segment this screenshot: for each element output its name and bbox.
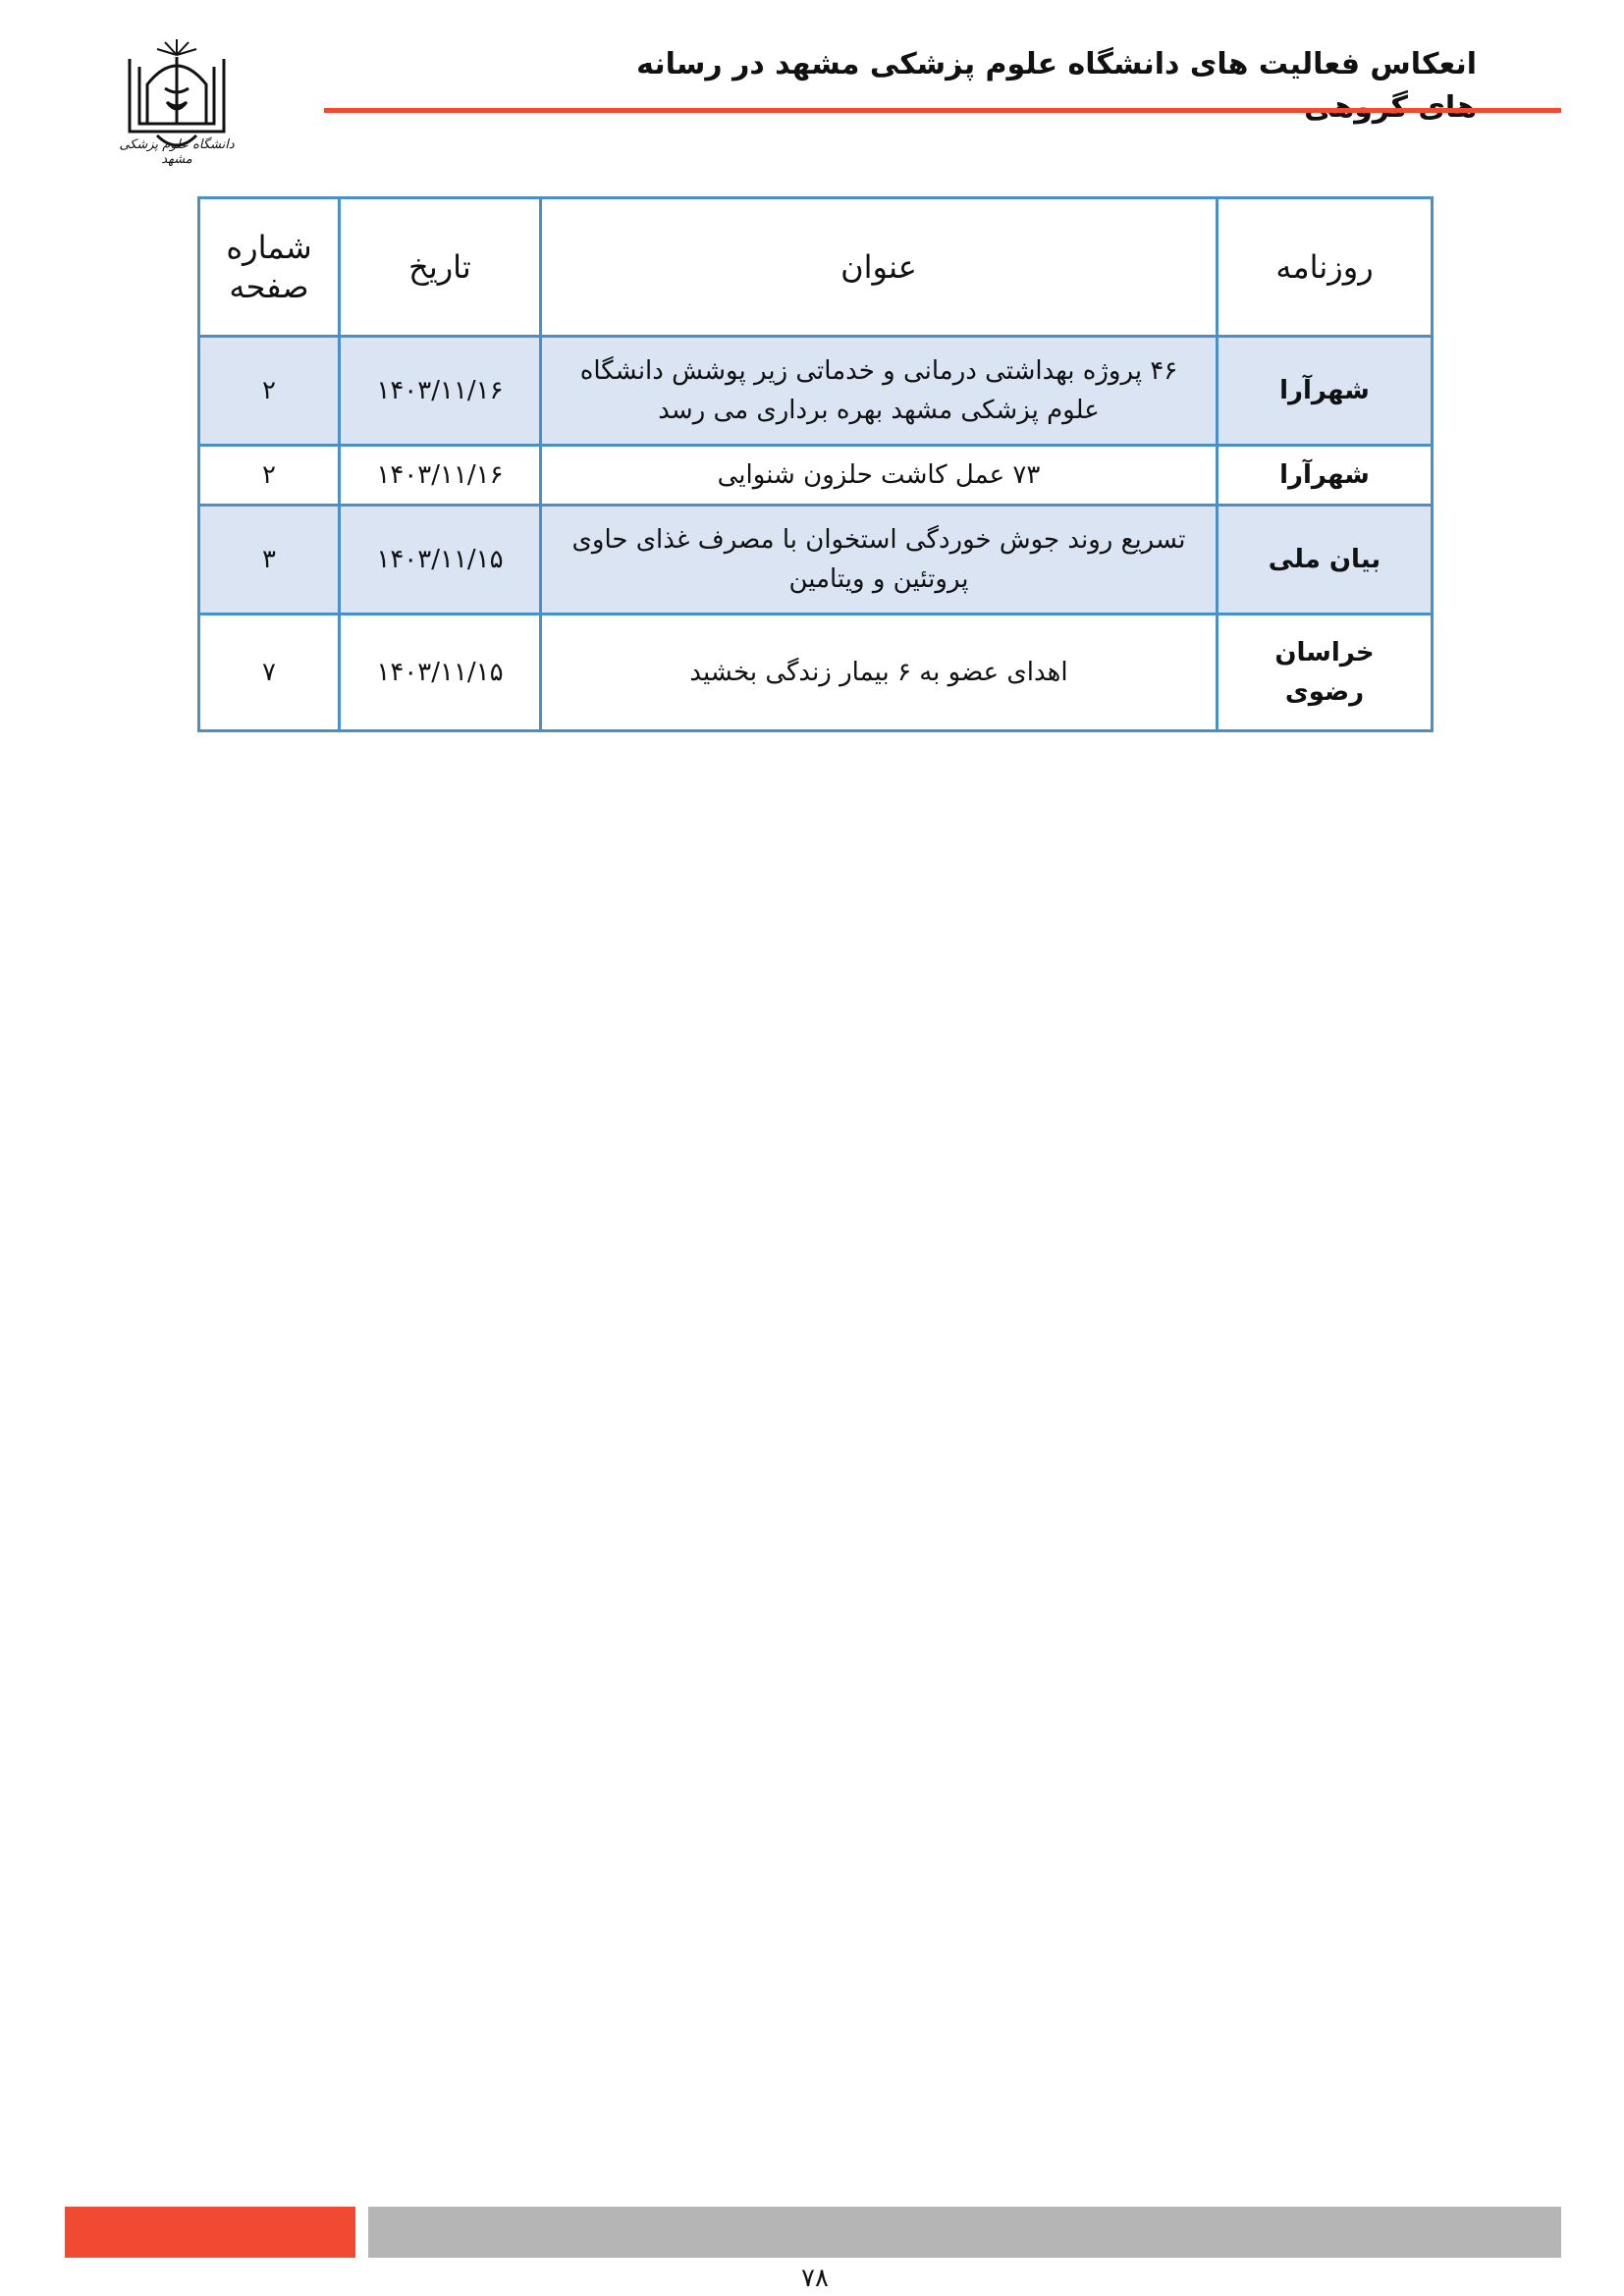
cell-title: اهدای عضو به ۶ بیمار زندگی بخشید bbox=[541, 614, 1218, 731]
cell-title: ۷۳ عمل کاشت حلزون شنوایی bbox=[541, 446, 1218, 506]
header-divider bbox=[324, 108, 1561, 113]
logo-caption: دانشگاه علوم پزشکی مشهد bbox=[119, 137, 235, 167]
cell-newspaper: شهرآرا bbox=[1218, 446, 1433, 506]
cell-newspaper: شهرآرا bbox=[1218, 337, 1433, 446]
page-number: ۷۸ bbox=[801, 2264, 829, 2293]
table-row bbox=[199, 506, 1433, 614]
cell-newspaper: بیان ملی bbox=[1218, 506, 1433, 614]
table-row bbox=[199, 337, 1433, 446]
page-title: انعکاس فعالیت های دانشگاه علوم پزشکی مشهد در رسانه bbox=[636, 47, 1477, 81]
cell-title: ۴۶ پروژه بهداشتی درمانی و خدماتی زیر پوشش دانشگاه علوم پزشکی مشهد بهره برداری می رسد bbox=[541, 337, 1218, 446]
cell-page: ۷ bbox=[199, 614, 340, 731]
footer-gray-bar bbox=[368, 2207, 1561, 2258]
footer-accent-bar bbox=[65, 2207, 355, 2258]
table-row bbox=[199, 614, 1433, 731]
cell-date: ۱۴۰۳/۱۱/۱۶ bbox=[340, 446, 541, 506]
col-date: تاریخ bbox=[340, 198, 541, 337]
cell-page: ۳ bbox=[199, 506, 340, 614]
cell-title: تسریع روند جوش خوردگی استخوان با مصرف غذای حاوی پروتئین و ویتامین bbox=[541, 506, 1218, 614]
cell-newspaper: خراسان رضوی bbox=[1218, 614, 1433, 731]
cell-date: ۱۴۰۳/۱۱/۱۵ bbox=[340, 506, 541, 614]
col-newspaper: روزنامه bbox=[1218, 198, 1433, 337]
cell-date: ۱۴۰۳/۱۱/۱۵ bbox=[340, 614, 541, 731]
cell-page: ۲ bbox=[199, 337, 340, 446]
col-title: عنوان bbox=[541, 198, 1218, 337]
table-row bbox=[199, 446, 1433, 506]
table-header-row bbox=[199, 198, 1433, 337]
cell-page: ۲ bbox=[199, 446, 340, 506]
cell-date: ۱۴۰۳/۱۱/۱۶ bbox=[340, 337, 541, 446]
col-page: شماره صفحه bbox=[199, 198, 340, 337]
press-coverage-table bbox=[197, 196, 1434, 732]
